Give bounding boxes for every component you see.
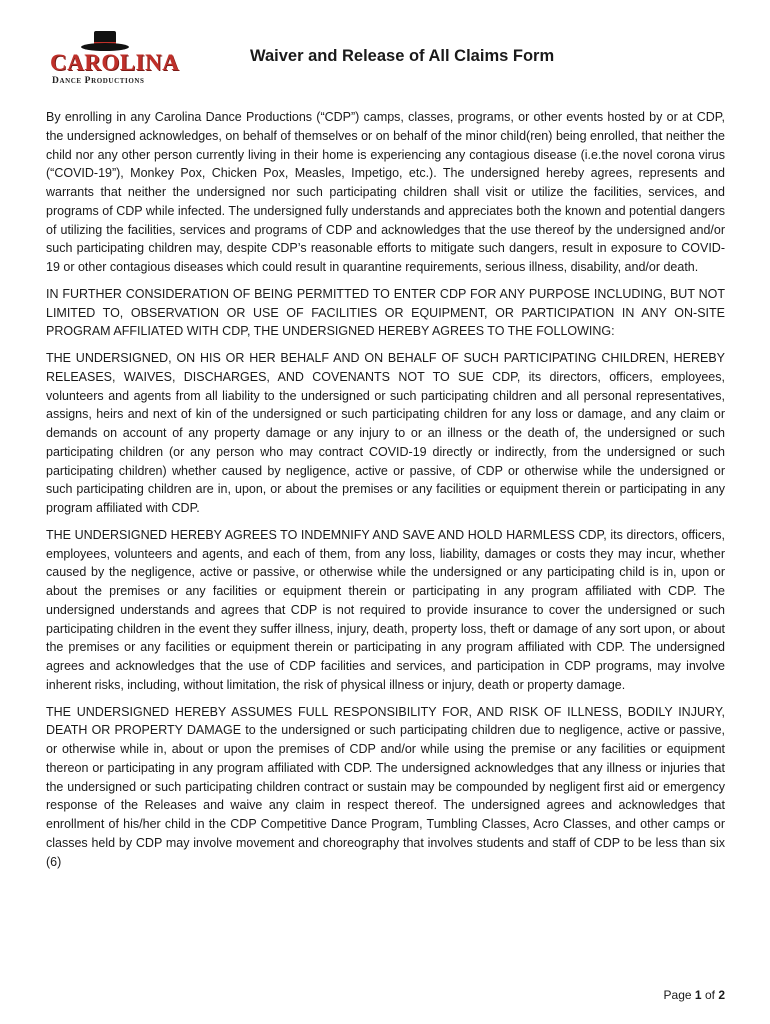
- paragraph-release: THE UNDERSIGNED, ON HIS OR HER BEHALF AND ON BEHALF OF SUCH PARTICIPATING CHILDREN, HEREBY RELEASES, WAIVES, DISCHARGES, AND COVENANTS NOT TO SUE CDP, its directors, officers, employees, volunteers and agents from all liability to the undersigned or such participating children and all personal representatives, assigns, heirs and next of kin of the undersigned or such participating children for any loss or damage, and any claim or demands on account of any property damage or any injury to or an illness or the death of, the undersigned or such participating children (or any person who may contract COVID-19 directly or indirectly, from the undersigned or such participating children) whether caused by negligence, active or passive, of CDP or otherwise while the undersigned or such participating children are in, upon, or about the premises or any facilities or equipment therein or participating in any program affiliated with CDP.: [46, 351, 725, 515]
- of-word: of: [704, 988, 715, 1002]
- logo-brand-text: CAROLINA: [50, 50, 180, 75]
- top-hat-icon: [80, 30, 130, 52]
- page-number: [664, 988, 725, 1002]
- document-body: [46, 108, 725, 879]
- logo-subtitle: Dance Productions: [52, 76, 145, 86]
- total-pages: 2: [718, 988, 725, 1002]
- paragraph-assumption-of-risk: THE UNDERSIGNED HEREBY ASSUMES FULL RESPONSIBILITY FOR, AND RISK OF ILLNESS, BODILY INJURY, DEATH OR PROPERTY DAMAGE to the undersigned or such participating children due to negligence, active or passive, or otherwise while in, about or upon the premises of CDP and/or while using the premise or any facilities or equipment thereon or participating in any program affiliated with CDP. The undersigned acknowledges that any illness or injuries that the undersigned or such participating children contract or sustain may be compounded by negligent first aid or emergency response of the Releases and waive any claim in respect thereof. The undersigned agrees and acknowledges that enrollment of his/her child in the CDP Competitive Dance Program, Tumbling Classes, Acro Classes, and other camps or classes held by CDP may involve movement and choreography that involves students and staff of CDP to be less than six (6): [46, 704, 725, 869]
- current-page: 1: [694, 988, 702, 1002]
- company-logo: [46, 30, 180, 90]
- page-word: Page: [663, 988, 692, 1002]
- paragraph-intro: By enrolling in any Carolina Dance Productions (“CDP”) camps, classes, programs, or other events hosted by or at CDP, the undersigned acknowledges, on behalf of themselves or on behalf of the minor child(ren) being enrolled, that neither the child nor any other person currently living in their home is experiencing any contagious disease (i.e.the novel corona virus (“COVID-19”), Monkey Pox, Chicken Pox, Measles, Impetigo, etc.). The undersigned hereby agrees, represents and warrants that neither the undersigned nor such participating children shall visit or utilize the facilities, services, and programs of CDP while infected. The undersigned fully understands and appreciates both the known and potential dangers of utilizing the facilities, services and programs of CDP and acknowledges that the use thereof by the undersigned and/or such participating children may, despite CDP’s reasonable efforts to mitigate such dangers, result in exposure to COVID-19 or other contagious diseases which could result in quarantine requirements, serious illness, disability, and/or death.: [46, 110, 725, 274]
- paragraph-consideration: IN FURTHER CONSIDERATION OF BEING PERMITTED TO ENTER CDP FOR ANY PURPOSE INCLUDING, BUT NOT LIMITED TO, OBSERVATION OR USE OF FACILITIES OR EQUIPMENT, OR PARTICIPATION IN ANY ON-SITE PROGRAM AFFILIATED WITH CDP, THE UNDERSIGNED HEREBY AGREES TO THE FOLLOWING:: [46, 286, 725, 339]
- document-title: Waiver and Release of All Claims Form: [250, 47, 555, 65]
- paragraph-indemnify: THE UNDERSIGNED HEREBY AGREES TO INDEMNIFY AND SAVE AND HOLD HARMLESS CDP, its directors, officers, employees, volunteers and agents, and each of them, from any loss, liability, damages or costs they may incur, whether caused by the negligence, active or passive, or otherwise while the undersigned or any participating child is in, upon or about the premises or any facilities or equipment therein or participating in any program affiliated with CDP. The undersigned understands and agrees that CDP is not required to provide insurance to cover the undersigned or such participating children in the event they suffer illness, injury, death, property loss, theft or damage of any sort upon, or about the premises or any facilities or equipment therein or participating in any program affiliated with CDP. The undersigned agrees and acknowledges that the use of CDP facilities and services, and participation in CDP programs, may involve inherent risks, including, without limitation, the risk of physical illness or injury, death or property damage.: [46, 527, 725, 692]
